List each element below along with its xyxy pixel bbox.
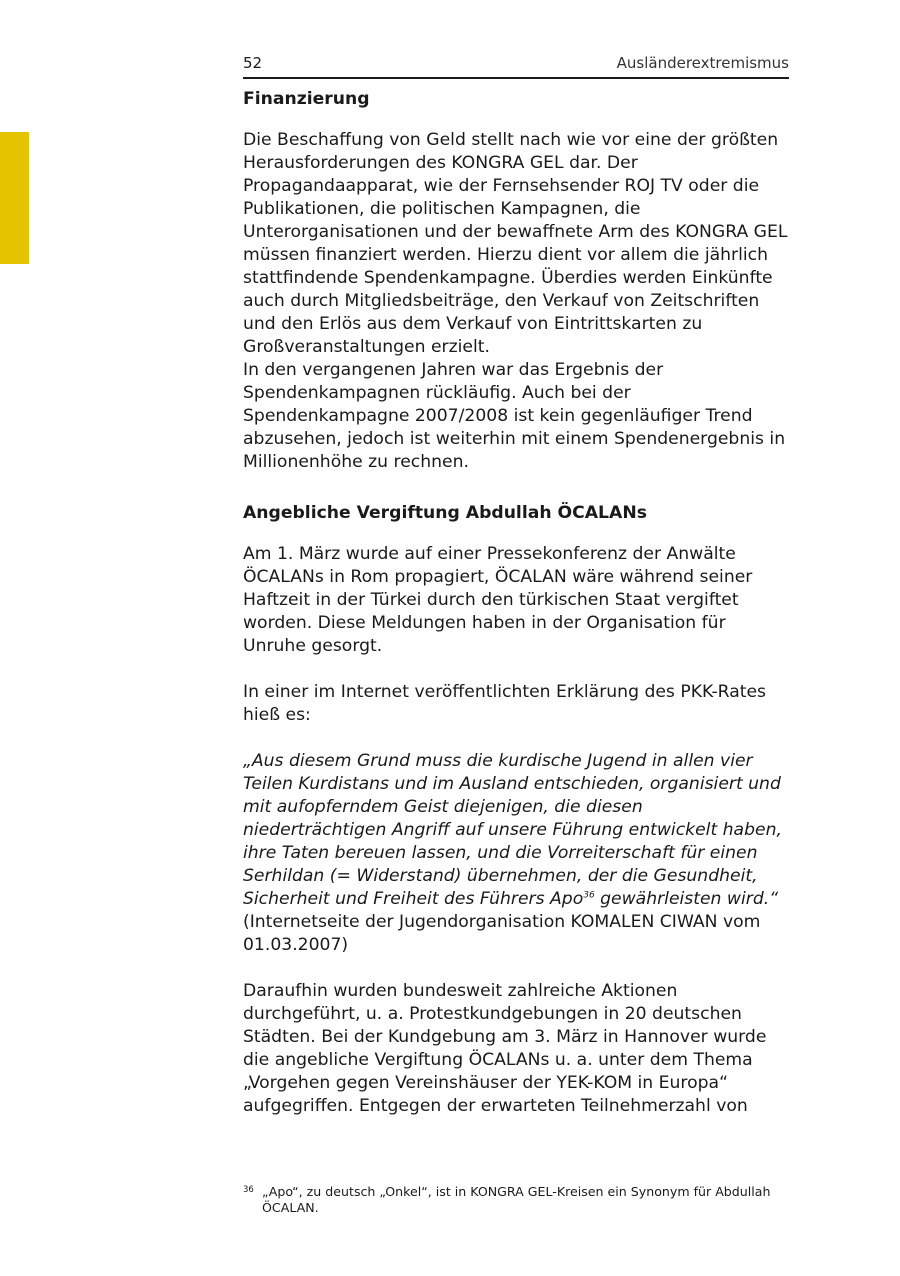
quote-text-part1: „Aus diesem Grund muss die kurdische Jugend in allen vier Teilen Kurdistans und im Ausland entschieden, organisiert und mit aufopferndem Geist diejenigen, die diesen niederträchtigen Angriff auf unsere Führung entwickelt haben, ihre Taten bereuen lassen, und die Vorreiterschaft für einen Serhildan (= Widerstand) übernehmen, der die Gesundheit, Sicherheit und Freiheit des Führers Apo: [243, 751, 782, 909]
page-header: [243, 53, 789, 79]
footnote-reference[interactable]: 36: [583, 890, 595, 901]
footnote: [243, 1184, 789, 1216]
paragraph-poisoning-3: Daraufhin wurden bundesweit zahlreiche Aktionen durchgeführt, u. a. Protestkundgebungen in 20 deutschen Städten. Bei der Kundgebung am 3. März in Hannover wurde die angebliche Vergiftung ÖCALANs u. a. unter dem Thema „Vorgehen gegen Vereinshäuser der YEK-KOM in Europa“ aufgegriffen. Entgegen der erwarteten Teilnehmerzahl von: [243, 981, 767, 1116]
chapter-marker-tab: [0, 132, 29, 264]
paragraph-poisoning-2: In einer im Internet veröffentlichten Erklärung des PKK-Rates hieß es:: [243, 682, 767, 725]
quote-text-part2: gewährleisten wird.“: [594, 889, 779, 909]
paragraph-financing-1: Die Beschaffung von Geld stellt nach wie vor eine der größten Herausforderungen des KONGRA GEL dar. Der Propagandaapparat, wie der Fernsehsender ROJ TV oder die Publikationen, die politischen Kampagnen, die Unterorganisationen und der bewaffnete Arm des KONGRA GEL müssen finanziert werden. Hierzu dient vor allem die jährlich stattfindende Spendenkampagne. Überdies werden Einkünfte auch durch Mitgliedsbeiträge, den Verkauf von Zeitschriften und den Erlös aus dem Verkauf von Eintrittskarten zu Großveranstaltungen erzielt.: [243, 130, 788, 357]
footnote-text: „Apo“, zu deutsch „Onkel“, ist in KONGRA GEL-Kreisen ein Synonym für Abdullah ÖCALAN.: [262, 1184, 771, 1215]
quote-source: (Internetseite der Jugendorganisation KOMALEN CIWAN vom 01.03.2007): [243, 912, 761, 955]
page-number: 52: [243, 54, 263, 72]
quote-block: [243, 750, 789, 911]
page-body: [243, 88, 789, 1118]
section-heading-poisoning: Angebliche Vergiftung Abdullah ÖCALANs: [243, 503, 647, 523]
section-heading-financing: Finanzierung: [243, 89, 370, 109]
paragraph-financing-2: In den vergangenen Jahren war das Ergebnis der Spendenkampagnen rückläufig. Auch bei der Spendenkampagne 2007/2008 ist kein gegenläufiger Trend abzusehen, jedoch ist weiterhin mit einem Spendenergebnis in Millionenhöhe zu rechnen.: [243, 360, 786, 472]
paragraph-poisoning-1: Am 1. März wurde auf einer Pressekonferenz der Anwälte ÖCALANs in Rom propagiert, ÖCALAN wäre während seiner Haftzeit in der Türkei durch den türkischen Staat vergiftet worden. Diese Meldungen haben in der Organisation für Unruhe gesorgt.: [243, 544, 753, 656]
running-head: Ausländerextremismus: [616, 54, 789, 72]
footnote-number: 36: [243, 1185, 254, 1195]
